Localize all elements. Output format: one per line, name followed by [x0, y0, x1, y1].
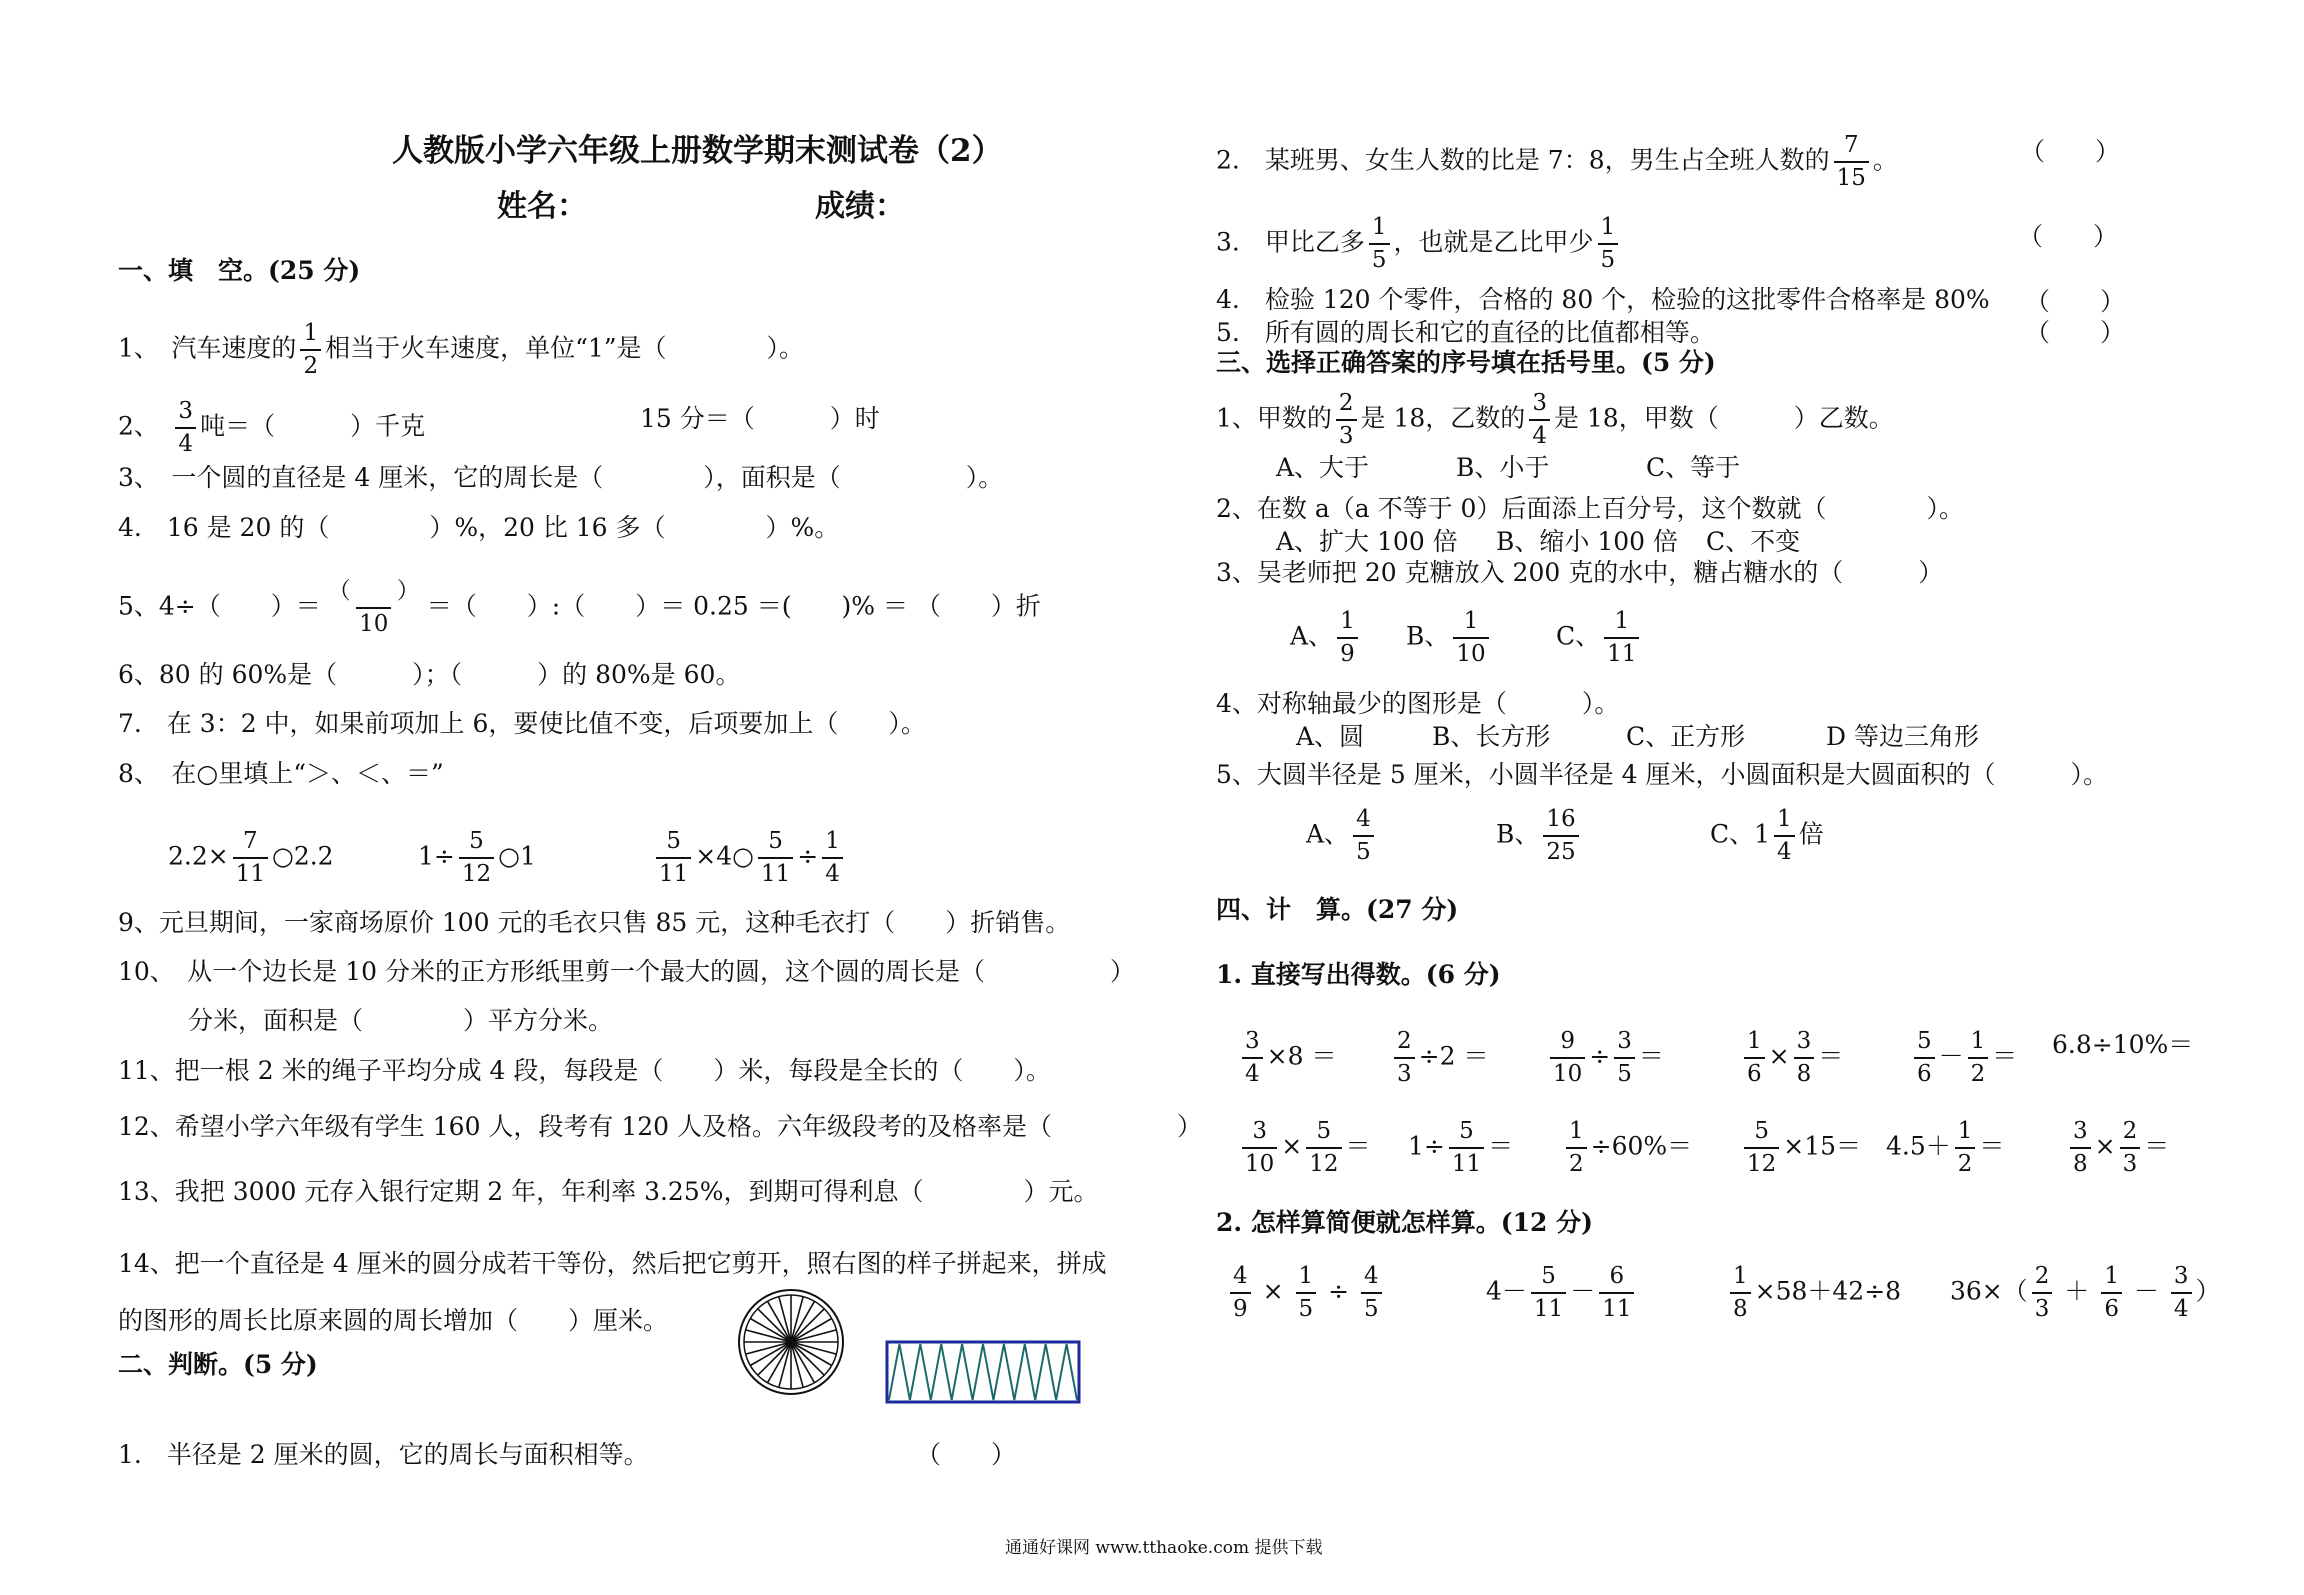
- calc-item: $\frac{9}{10}$ ÷ $\frac{3}{5}$ ＝: [1546, 1030, 1664, 1086]
- section-heading-choice: 三、选择正确答案的序号填在括号里。(5 分): [1216, 348, 1716, 377]
- calc-item: 4.5＋ $\frac{1}{2}$ ＝: [1886, 1118, 2005, 1177]
- question-1-9: 9、元旦期间，一家商场原价 100 元的毛衣只售 85 元，这种毛衣打（ ）折销售。: [118, 908, 1071, 937]
- question-1-1: 1、 汽车速度的 $\frac{1}{2}$ 相当于火车速度，单位“1”是（ ）。: [118, 320, 805, 379]
- question-1-2b: 15 分＝（ ）时: [640, 404, 880, 433]
- question-1-3: 3、 一个圆的直径是 4 厘米，它的周长是（ ），面积是（ ）。: [118, 463, 1004, 492]
- judge-5-paren: （ ）: [2025, 318, 2126, 347]
- choice-1-option-c: C、等于: [1646, 453, 1741, 482]
- choice-1-option-b: B、小于: [1456, 453, 1550, 482]
- rearranged-sector-figure: [885, 1340, 1081, 1404]
- question-1-7: 7. 在 3：2 中，如果前项加上 6，要使比值不变，后项要加上（ ）。: [118, 709, 926, 738]
- calc-item: $\frac{1}{6}$ × $\frac{3}{8}$ ＝: [1740, 1030, 1843, 1086]
- calc-item: $\frac{5}{12}$ ×15＝: [1740, 1120, 1861, 1176]
- judge-1-paren: （ ）: [916, 1440, 1017, 1469]
- judge-3: 3. 甲比乙多 $\frac{1}{5}$ ，也就是乙比甲少 $\frac{1}{5}$: [1216, 216, 1622, 272]
- calc-part-2-heading: 2. 怎样算简便就怎样算。(12 分): [1216, 1208, 1593, 1237]
- calc-item: $\frac{2}{3}$ ÷2 ＝: [1390, 1030, 1488, 1086]
- question-1-10a: 10、 从一个边长是 10 分米的正方形纸里剪一个最大的圆，这个圆的周长是（ ）: [118, 957, 1136, 986]
- choice-2-option-b: B、缩小 100 倍: [1496, 527, 1678, 556]
- choice-2-option-a: A、扩大 100 倍: [1276, 527, 1458, 556]
- choice-3: 3、吴老师把 20 克糖放入 200 克的水中，糖占糖水的（ ）: [1216, 558, 1944, 587]
- judge-3-paren: （ ）: [2018, 222, 2119, 251]
- judge-4-paren: （ ）: [2025, 287, 2126, 316]
- calc-expression-2: 4－ $\frac{5}{11}$ － $\frac{6}{11}$: [1486, 1265, 1638, 1321]
- judge-2-paren: （ ）: [2020, 137, 2121, 166]
- section-heading-calc: 四、计 算。(27 分): [1216, 895, 1459, 924]
- choice-5-option-c: C、1 $\frac{1}{4}$ 倍: [1710, 806, 1824, 865]
- calc-item: $\frac{3}{10}$ × $\frac{5}{12}$ ＝: [1238, 1120, 1371, 1176]
- question-1-8c: $\frac{5}{11}$ ×4○ $\frac{5}{11}$ ÷ $\frac{1}{4}$: [652, 830, 847, 886]
- question-1-4: 4. 16 是 20 的（ ）%，20 比 16 多（ ）%。: [118, 513, 840, 542]
- choice-2: 2、在数 a（a 不等于 0）后面添上百分号，这个数就（ ）。: [1216, 494, 1964, 523]
- question-1-5: 5、4÷（ ）＝ $\frac{( )}{10}$ ＝（ ）:（ ）＝ 0.25 ＝( )% ＝ （ ）折: [118, 578, 1041, 637]
- calc-expression-3: $\frac{1}{8}$ ×58＋42÷8: [1726, 1265, 1901, 1321]
- choice-4-option-b: B、长方形: [1432, 722, 1551, 751]
- choice-2-option-c: C、不变: [1706, 527, 1801, 556]
- choice-5-option-a: A、 $\frac{4}{5}$: [1306, 808, 1378, 864]
- judge-2: 2. 某班男、女生人数的比是 7：8，男生占全班人数的 $\frac{7}{15}$ 。: [1216, 132, 1898, 191]
- judge-4: 4. 检验 120 个零件，合格的 80 个，检验的这批零件合格率是 80%: [1216, 285, 1990, 314]
- judge-5: 5. 所有圆的周长和它的直径的比值都相等。: [1216, 318, 1715, 347]
- section-heading-fill-blank: 一、填 空。(25 分): [118, 256, 361, 285]
- calc-item: $\frac{3}{8}$ × $\frac{2}{3}$ ＝: [2066, 1120, 2169, 1176]
- calc-item: $\frac{3}{4}$ ×8 ＝: [1238, 1030, 1336, 1086]
- question-1-12: 12、希望小学六年级有学生 160 人，段考有 120 人及格。六年级段考的及格率是（ ）: [118, 1112, 1203, 1141]
- choice-5: 5、大圆半径是 5 厘米，小圆半径是 4 厘米，小圆面积是大圆面积的（ ）。: [1216, 760, 2109, 789]
- calc-item: 6.8÷10%＝: [2052, 1030, 2194, 1059]
- calc-part-1-heading: 1. 直接写出得数。(6 分): [1216, 960, 1501, 989]
- judge-1: 1. 半径是 2 厘米的圆，它的周长与面积相等。: [118, 1440, 649, 1469]
- footer-source: 通通好课网 www.tthaoke.com 提供下载: [1005, 1538, 1323, 1558]
- calc-item: 1÷ $\frac{5}{11}$ ＝: [1408, 1118, 1514, 1177]
- choice-4-option-a: A、圆: [1296, 722, 1365, 751]
- question-1-8: 8、 在○里填上“＞、＜、＝”: [118, 759, 444, 788]
- name-label: 姓名：: [497, 189, 587, 224]
- calc-item: $\frac{1}{2}$ ÷60%＝: [1562, 1120, 1692, 1176]
- sector-circle-figure: [736, 1287, 846, 1397]
- calc-item: $\frac{5}{6}$ － $\frac{1}{2}$ ＝: [1910, 1030, 2017, 1086]
- choice-5-option-b: B、 $\frac{16}{25}$: [1496, 808, 1583, 864]
- choice-3-option-b: B、 $\frac{1}{10}$: [1406, 610, 1493, 666]
- question-1-2: 2、 $\frac{3}{4}$ 吨＝（ ）千克: [118, 398, 426, 457]
- question-1-14b: 的图形的周长比原来圆的周长增加（ ）厘米。: [118, 1306, 669, 1335]
- choice-1: 1、甲数的 $\frac{2}{3}$ 是 18，乙数的 $\frac{3}{4}$ 是 18，甲数（ ）乙数。: [1216, 390, 1894, 449]
- score-label: 成绩：: [815, 189, 905, 224]
- calc-expression-4: 36×（ $\frac{2}{3}$ ＋ $\frac{1}{6}$ － $\frac{3}{4}$ ）: [1950, 1263, 2221, 1322]
- question-1-6: 6、80 的 60%是（ ）；（ ）的 80%是 60。: [118, 660, 741, 689]
- page-title: 人教版小学六年级上册数学期末测试卷（2）: [392, 133, 1003, 169]
- question-1-8b: 1÷ $\frac{5}{12}$ ○1: [418, 828, 536, 887]
- choice-4-option-d: D 等边三角形: [1826, 722, 1979, 751]
- question-1-10b: 分米，面积是（ ）平方分米。: [188, 1006, 614, 1035]
- question-1-14a: 14、把一个直径是 4 厘米的圆分成若干等份，然后把它剪开，照右图的样子拼起来，拼成: [118, 1249, 1107, 1278]
- choice-1-option-a: A、大于: [1276, 453, 1370, 482]
- choice-4-option-c: C、正方形: [1626, 722, 1746, 751]
- choice-4: 4、对称轴最少的图形是（ ）。: [1216, 689, 1620, 718]
- choice-3-option-a: A、 $\frac{1}{9}$: [1290, 610, 1362, 666]
- calc-expression-1: $\frac{4}{9}$ × $\frac{1}{5}$ ÷ $\frac{4}{5}$: [1226, 1265, 1386, 1321]
- question-1-11: 11、把一根 2 米的绳子平均分成 4 段，每段是（ ）米，每段是全长的（ ）。: [118, 1056, 1051, 1085]
- choice-3-option-c: C、 $\frac{1}{11}$: [1556, 610, 1643, 666]
- question-1-8a: 2.2× $\frac{7}{11}$ ○2.2: [168, 828, 334, 887]
- section-heading-judge: 二、判断。(5 分): [118, 1350, 318, 1379]
- question-1-13: 13、我把 3000 元存入银行定期 2 年，年利率 3.25%，到期可得利息（ ）元。: [118, 1177, 1099, 1206]
